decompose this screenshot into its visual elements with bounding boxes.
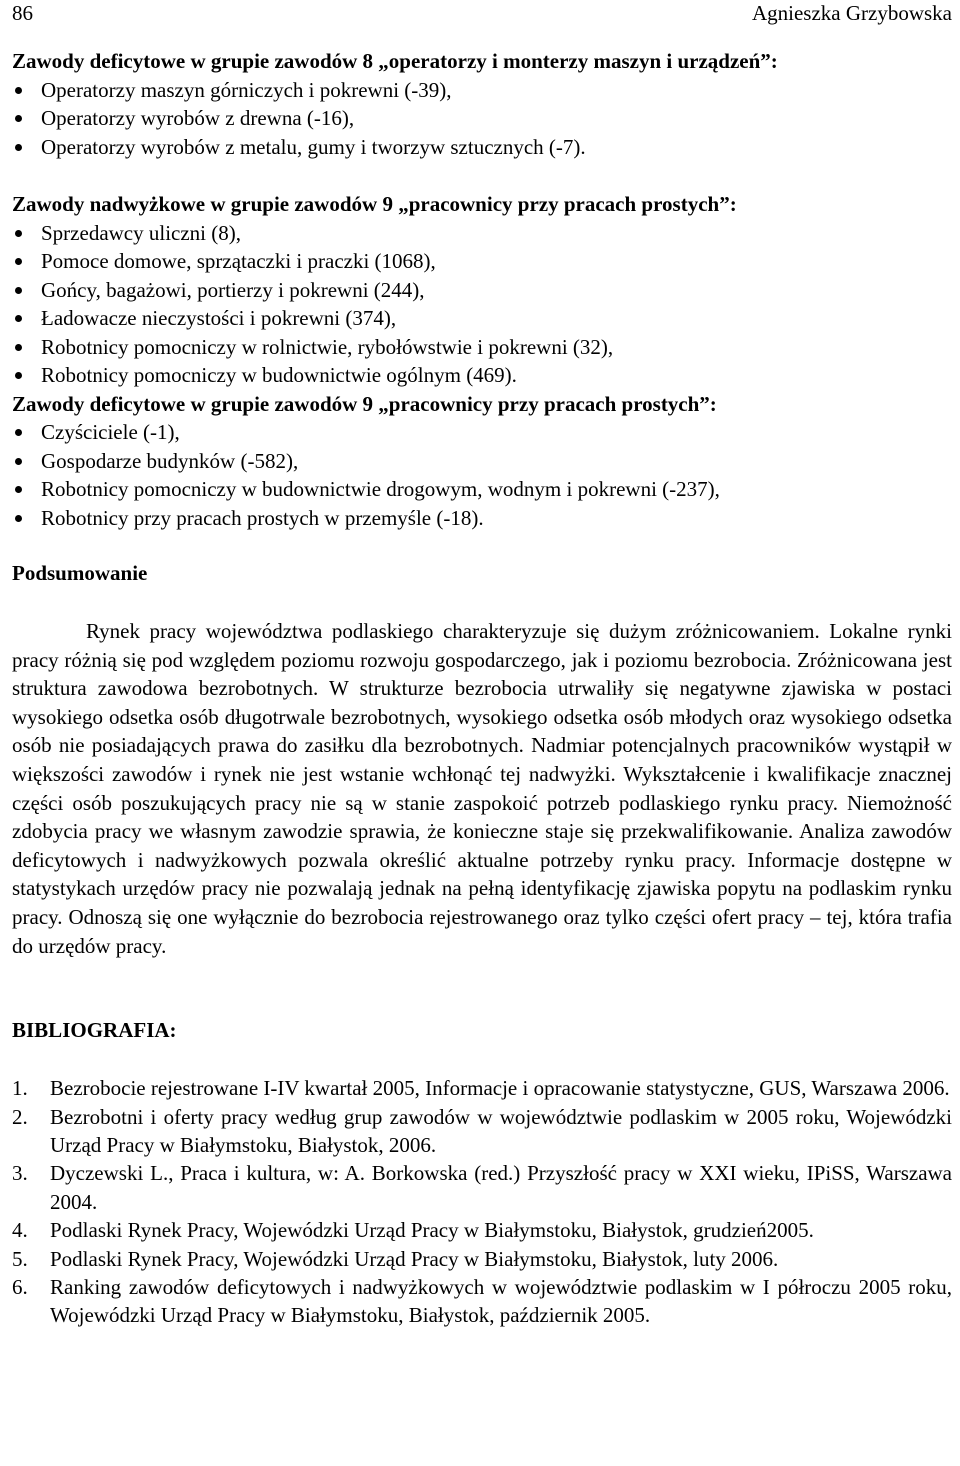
bibliography-number: 2.	[12, 1104, 28, 1129]
section-surplus-group-9	[12, 190, 952, 390]
list-item: Pomoce domowe, sprzątaczki i praczki (1068),	[12, 247, 952, 276]
list-item: Gospodarze budynków (-582),	[12, 447, 952, 476]
bullet-list	[12, 418, 952, 532]
bibliography-text: Bezrobocie rejestrowane I-IV kwartał 2005, Informacje i opracowanie statystyczne, GUS, Warszawa 2006.	[50, 1076, 950, 1101]
bibliography-item	[12, 1159, 952, 1216]
section-heading: Zawody deficytowe w grupie zawodów 8 „operatorzy i monterzy maszyn i urządzeń”:	[12, 49, 778, 73]
page-header	[12, 0, 952, 28]
bibliography-text: Bezrobotni i oferty pracy według grup zawodów w województwie podlaskim w 2005 roku, Wojewódzki Urząd Pracy w Białymstoku, Białystok, 2006.	[50, 1104, 952, 1157]
section-deficit-group-9	[12, 390, 952, 533]
list-item: Robotnicy pomocniczy w budownictwie drogowym, wodnym i pokrewni (-237),	[12, 475, 952, 504]
summary-paragraph: Rynek pracy województwa podlaskiego charakteryzuje się dużym zróżnicowaniem. Lokalne rynki pracy różnią się pod względem poziomu rozwoju gospodarczego, jak i poziomu bezrobocia. Zróżnicowana jest struktura zawodowa bezrobotnych. W strukturze bezrobocia utrwaliły się negatywne zjawiska w postaci wysokiego odsetka osób długotrwale bezrobotnych, wysokiego odsetka osób młodych oraz wysokiego odsetka osób nie posiadających prawa do zasiłku dla bezrobotnych. Nadmiar potencjalnych pracowników wystąpił w większości zawodów i rynek nie jest wstanie wchłonąć tej nadwyżki. Wykształcenie i kwalifikacje znacznej części osób poszukujących pracy nie są w stanie zaspokoić potrzeb podlaskiego rynku pracy. Niemożność zdobycia pracy we własnym zawodzie sprawia, że konieczne staje się przekwalifikowanie. Analiza zawodów deficytowych i nadwyżkowych pozwala określić aktualne potrzeby rynku pracy. Informacje dostępne w statystykach urzędów pracy nie pozwalają jednak na pełną identyfikację zjawiska popytu na podlaskim rynku pracy. Odnoszą się one wyłącznie do bezrobocia rejestrowanego oraz tylko części ofert pracy – tej, która trafia do urzędów pracy.	[12, 619, 952, 958]
section-deficit-group-8	[12, 47, 952, 161]
running-head-author: Agnieszka Grzybowska	[751, 1, 952, 25]
list-item: Operatorzy wyrobów z drewna (-16),	[12, 104, 952, 133]
list-item: Operatorzy maszyn górniczych i pokrewni (-39),	[12, 76, 952, 105]
bibliography-text: Ranking zawodów deficytowych i nadwyżkowych w województwie podlaskim w I półroczu 2005 roku, Wojewódzki Urząd Pracy w Białymstoku, Białystok, październik 2005.	[50, 1274, 952, 1328]
page-number: 86	[12, 1, 33, 25]
bibliography-text: Podlaski Rynek Pracy, Wojewódzki Urząd Pracy w Białymstoku, Białystok, luty 2006.	[50, 1246, 779, 1271]
bibliography-list	[12, 1074, 952, 1330]
section-heading: Zawody deficytowe w grupie zawodów 9 „pracownicy przy pracach prostych”:	[12, 391, 717, 416]
list-item: Operatorzy wyrobów z metalu, gumy i tworzyw sztucznych (-7).	[12, 133, 952, 162]
bibliography-item	[12, 1273, 952, 1330]
bibliography-number: 5.	[12, 1246, 28, 1271]
bibliography-item	[12, 1245, 952, 1273]
bibliography-item	[12, 1074, 952, 1102]
list-item: Robotnicy przy pracach prostych w przemyśle (-18).	[12, 504, 952, 533]
bibliography-text: Podlaski Rynek Pracy, Wojewódzki Urząd Pracy w Białymstoku, Białystok, grudzień2005.	[50, 1218, 814, 1243]
bibliography-text: Dyczewski L., Praca i kultura, w: A. Borkowska (red.) Przyszłość pracy w XXI wieku, IPiSS, Warszawa 2004.	[50, 1161, 952, 1214]
bibliography-number: 4.	[12, 1218, 28, 1243]
summary-title: Podsumowanie	[12, 561, 148, 585]
bibliography-number: 1.	[12, 1076, 28, 1101]
bibliography-item	[12, 1216, 952, 1244]
list-item: Sprzedawcy uliczni (8),	[12, 219, 952, 248]
bullet-list	[12, 219, 952, 390]
bibliography-number: 6.	[12, 1274, 28, 1299]
bibliography-title: BIBLIOGRAFIA:	[12, 1018, 177, 1043]
bullet-list	[12, 76, 952, 162]
list-item: Robotnicy pomocniczy w budownictwie ogólnym (469).	[12, 361, 952, 390]
bibliography-number: 3.	[12, 1161, 28, 1186]
bibliography-item	[12, 1103, 952, 1160]
list-item: Gońcy, bagażowi, portierzy i pokrewni (244),	[12, 276, 952, 305]
list-item: Ładowacze nieczystości i pokrewni (374),	[12, 304, 952, 333]
section-heading: Zawody nadwyżkowe w grupie zawodów 9 „pracownicy przy pracach prostych”:	[12, 192, 737, 216]
list-item: Robotnicy pomocniczy w rolnictwie, rybołówstwie i pokrewni (32),	[12, 333, 952, 362]
list-item: Czyściciele (-1),	[12, 418, 952, 447]
document-page	[12, 0, 952, 1330]
